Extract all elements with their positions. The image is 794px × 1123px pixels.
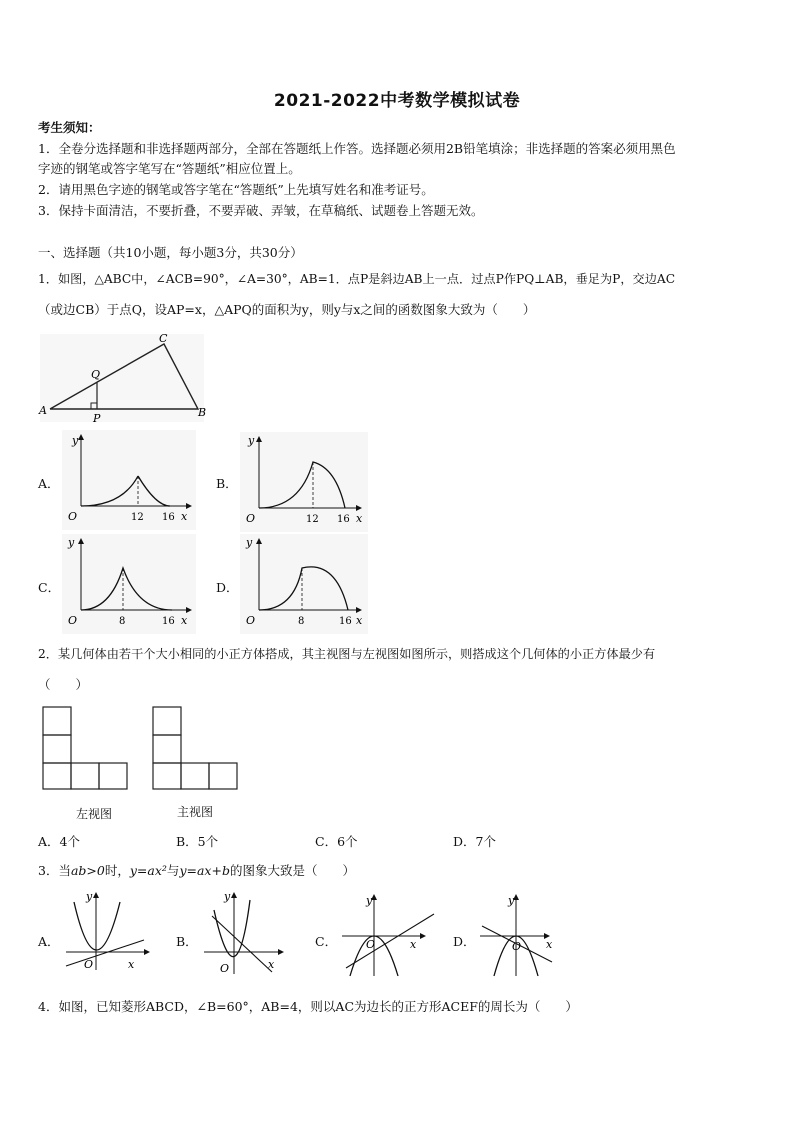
tick-label: 12 [306, 514, 319, 525]
point-label-p: P [93, 412, 101, 425]
tick-label: 8 [298, 616, 305, 627]
q3-text-mid: 时， [104, 863, 130, 878]
notice-item: 2．请用黑色字迹的钢笔或答字笔在“答题纸”上先填写姓名和准考证号。 [38, 182, 434, 197]
notice-heading: 考生须知： [38, 120, 101, 135]
q3-option-d-label: D． [453, 934, 476, 949]
vertex-label-c: C [159, 332, 168, 345]
x-axis-label: x [181, 614, 188, 627]
q3-option-c-label: C． [315, 934, 338, 949]
origin-label: O [512, 940, 522, 953]
question-4-text: 4．如图，已知菱形ABCD，∠B=60°，AB=4，则以AC为边长的正方形ACEF的周长为（ ） [38, 999, 578, 1014]
graph-option-a [62, 430, 196, 530]
tick-label: 16 [162, 616, 175, 627]
graph-option-d [240, 534, 368, 634]
origin-label: O [68, 510, 78, 523]
x-axis-label: x [356, 614, 363, 627]
x-axis-label: x [356, 512, 363, 525]
q3-condition: ab>0 [70, 863, 105, 878]
triangle-figure [36, 330, 208, 426]
front-view-figure [150, 705, 240, 791]
y-axis-label: y [86, 890, 93, 903]
origin-label: O [246, 614, 256, 627]
vertex-label-a: A [39, 404, 47, 417]
option-d: D．7个 [453, 834, 496, 849]
origin-label: O [246, 512, 256, 525]
origin-label: O [84, 958, 94, 971]
y-axis-label: y [508, 894, 515, 907]
q3-text-pre: 3．当 [38, 863, 71, 878]
x-axis-label: x [268, 958, 275, 971]
graph-option-c [62, 534, 196, 634]
q3-graph-a [62, 888, 154, 974]
question-2-text: 2．某几何体由若干个大小相同的小正方体搭成，其主视图与左视图如图所示，则搭成这个几何体的小正方体最少有 [38, 647, 656, 661]
left-view-caption: 左视图 [76, 807, 113, 821]
x-axis-label: x [181, 510, 188, 523]
y-axis-label: y [248, 434, 255, 447]
option-d-label: D． [216, 580, 239, 595]
tick-label: 16 [162, 512, 175, 523]
tick-label: 16 [339, 616, 352, 627]
tick-label: 16 [337, 514, 350, 525]
origin-label: O [68, 614, 78, 627]
option-a-label: A． [38, 476, 60, 491]
graph-option-b [240, 432, 368, 532]
y-axis-label: y [72, 434, 79, 447]
tick-label: 12 [131, 512, 144, 523]
page-title: 2021-2022中考数学模拟试卷 [273, 91, 521, 111]
tick-label: 8 [119, 616, 126, 627]
q3-graph-c [338, 890, 438, 980]
x-axis-label: x [410, 938, 417, 951]
question-2-text: （ ） [38, 677, 89, 692]
q3-text-and: 与 [166, 863, 180, 878]
vertex-label-b: B [198, 406, 207, 419]
y-axis-label: y [68, 536, 75, 549]
q3-function-1: y=ax² [129, 863, 167, 878]
origin-label: O [220, 962, 230, 975]
option-c: C．6个 [315, 834, 358, 849]
origin-label: O [366, 938, 376, 951]
q3-graph-b [200, 888, 292, 978]
option-a: A．4个 [38, 834, 80, 849]
option-b-label: B． [216, 476, 238, 491]
notice-item: 3．保持卡面清洁，不要折叠，不要弄破、弄皱，在草稿纸、试题卷上答题无效。 [38, 203, 484, 218]
question-1-text: （或边CB）于点Q，设AP=x，△APQ的面积为y，则y与x之间的函数图象大致为（ ） [38, 302, 536, 317]
q3-text-post: 的图象大致是（ ） [229, 863, 355, 878]
front-view-caption: 主视图 [177, 805, 214, 819]
option-b: B．5个 [176, 834, 219, 849]
q3-option-b-label: B． [176, 934, 198, 949]
option-c-label: C． [38, 580, 61, 595]
y-axis-label: y [246, 536, 253, 549]
y-axis-label: y [366, 894, 373, 907]
q3-graph-d [476, 890, 576, 980]
q3-option-a-label: A． [38, 934, 60, 949]
question-1-text: 1．如图，△ABC中，∠ACB=90°，∠A=30°，AB=1．点P是斜边AB上一点．过点P作PQ⊥AB，垂足为P，交边AC [38, 272, 676, 286]
left-view-figure [40, 705, 130, 791]
question-3-text [38, 861, 758, 881]
section-heading: 一、选择题（共10小题，每小题3分，共30分） [38, 245, 303, 260]
notice-item: 1．全卷分选择题和非选择题两部分，全部在答题纸上作答。选择题必须用2B铅笔填涂；非选择题的答案必须用黑色 [38, 141, 676, 156]
y-axis-label: y [224, 890, 231, 903]
x-axis-label: x [128, 958, 135, 971]
notice-item: 字迹的钢笔或答字笔写在“答题纸”相应位置上。 [38, 161, 301, 176]
point-label-q: Q [91, 368, 101, 381]
x-axis-label: x [546, 938, 553, 951]
q3-function-2: y=ax+b [179, 863, 230, 878]
